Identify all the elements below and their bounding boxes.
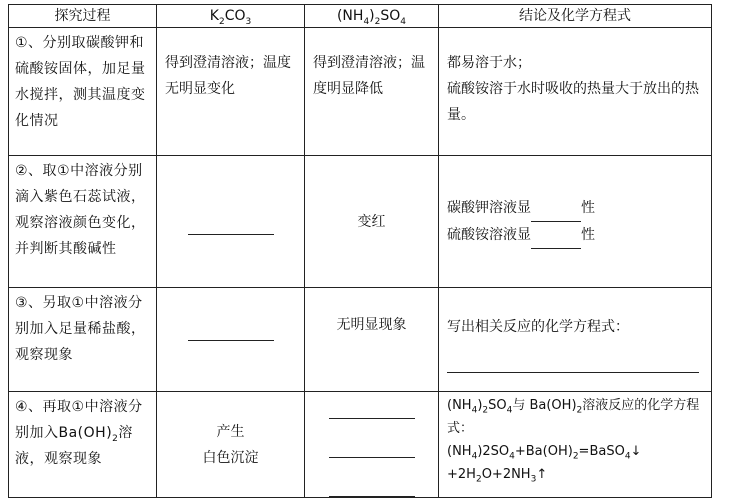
row2-conclusion-line1: 碳酸钾溶液显 性 [447, 195, 711, 222]
row1-k2co3: 得到澄清溶液；温度无明显变化 [157, 28, 305, 156]
answer-blank[interactable] [531, 195, 581, 222]
header-nh4-2so4: $(NH_4)_2SO_4$ [305, 5, 439, 28]
row4-process: ④、再取①中溶液分别加入$Ba(OH)_2$溶液，观察现象 [9, 392, 157, 498]
row2-process: ②、取①中溶液分别滴入紫色石蕊试液，观察溶液颜色变化，并判断其酸碱性 [9, 156, 157, 288]
table-row-2 [9, 156, 712, 288]
row1-process: ①、分别取碳酸钾和硫酸铵固体，加足量水搅拌，测其温度变化情况 [9, 28, 157, 156]
row4-k2co3-line2: 白色沉淀 [202, 449, 259, 466]
row4-nh4 [305, 392, 439, 498]
answer-blank[interactable] [188, 208, 274, 235]
row3-conclusion [439, 288, 712, 392]
row4-equation-line2: $+2H_2O+2NH_3↑$ [447, 467, 548, 485]
row1-conclusion-line2: 硫酸铵溶于水时吸收的热量大于放出的热量。 [447, 81, 699, 123]
table-row-3 [9, 288, 712, 392]
row4-conclusion-prompt: $(NH_4)_2SO_4$与 $Ba(OH)_2$溶液反应的化学方程式： [447, 398, 700, 436]
answer-blank[interactable] [329, 431, 415, 458]
row4-conclusion [439, 392, 712, 498]
row4-equation-line1: $(NH_4)2SO_4+Ba(OH)_2=BaSO_4↓$ [447, 444, 642, 462]
table-row-4 [9, 392, 712, 498]
row4-k2co3-line1: 产生 [216, 423, 245, 440]
row3-conclusion-prompt: 写出相关反应的化学方程式： [447, 319, 629, 335]
answer-blank[interactable] [531, 222, 581, 249]
answer-blank[interactable] [188, 314, 274, 341]
answer-blank[interactable] [447, 346, 699, 373]
answer-blank[interactable] [329, 392, 415, 419]
row1-conclusion-line1: 都易溶于水； [447, 55, 531, 71]
row3-nh4: 无明显现象 [305, 288, 439, 392]
header-row [9, 5, 712, 28]
table-row-1 [9, 28, 712, 156]
row1-conclusion [439, 28, 712, 156]
row3-k2co3 [157, 288, 305, 392]
row1-nh4: 得到澄清溶液；温度明显降低 [305, 28, 439, 156]
header-k2co3: $K_2CO_3$ [157, 5, 305, 28]
row2-nh4: 变红 [305, 156, 439, 288]
header-process: 探究过程 [9, 5, 157, 28]
header-conclusion: 结论及化学方程式 [439, 5, 712, 28]
row3-process: ③、另取①中溶液分别加入足量稀盐酸，观察现象 [9, 288, 157, 392]
answer-blank[interactable] [329, 470, 415, 497]
row2-k2co3 [157, 156, 305, 288]
row2-conclusion-line2: 硫酸铵溶液显 性 [447, 222, 711, 249]
row4-k2co3 [157, 392, 305, 498]
row2-conclusion [439, 156, 712, 288]
experiment-table [8, 4, 712, 498]
